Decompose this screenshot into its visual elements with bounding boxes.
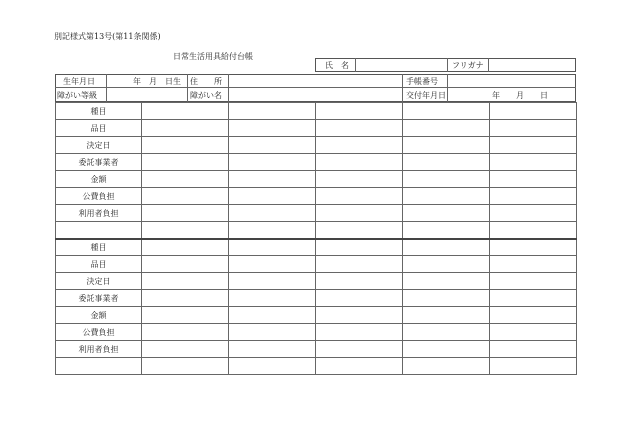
disability-grade-label: 障がい等級 xyxy=(57,91,97,100)
entry-cell[interactable] xyxy=(490,154,577,171)
entry-cell[interactable] xyxy=(142,358,229,375)
row-label: 品目 xyxy=(56,120,142,137)
disability-name-label: 障がい名 xyxy=(190,91,222,100)
form-number: 別記様式第13号(第11条関係) xyxy=(54,32,161,41)
entry-cell[interactable] xyxy=(142,120,229,137)
row-label: 委託事業者 xyxy=(56,154,142,171)
entry-cell[interactable] xyxy=(403,273,490,290)
entry-cell[interactable] xyxy=(142,290,229,307)
issue-date-label: 交付年月日 xyxy=(406,91,446,100)
entry-cell[interactable] xyxy=(403,120,490,137)
table-row xyxy=(56,256,577,273)
entry-cell[interactable] xyxy=(490,171,577,188)
entry-cell[interactable] xyxy=(403,239,490,256)
row-label: 種目 xyxy=(56,239,142,256)
table-row xyxy=(56,358,577,375)
table-row xyxy=(56,290,577,307)
entry-cell[interactable] xyxy=(142,324,229,341)
entry-cell[interactable] xyxy=(403,171,490,188)
entry-cell[interactable] xyxy=(229,154,316,171)
entry-cell[interactable] xyxy=(490,188,577,205)
entry-cell[interactable] xyxy=(316,273,403,290)
entry-cell[interactable] xyxy=(316,307,403,324)
entry-cell[interactable] xyxy=(229,239,316,256)
entry-cell[interactable] xyxy=(316,171,403,188)
entry-cell[interactable] xyxy=(229,290,316,307)
entry-cell[interactable] xyxy=(142,307,229,324)
entry-cell[interactable] xyxy=(142,188,229,205)
entry-cell[interactable] xyxy=(229,171,316,188)
entry-cell[interactable] xyxy=(229,103,316,120)
row-label: 委託事業者 xyxy=(56,290,142,307)
row-label xyxy=(56,358,142,375)
entry-cell[interactable] xyxy=(490,120,577,137)
entry-cell[interactable] xyxy=(229,273,316,290)
entry-cell[interactable] xyxy=(403,256,490,273)
row-label: 金額 xyxy=(56,171,142,188)
entry-cell[interactable] xyxy=(142,222,229,239)
entry-cell[interactable] xyxy=(142,103,229,120)
entry-cell[interactable] xyxy=(316,154,403,171)
entry-cell[interactable] xyxy=(229,256,316,273)
entry-cell[interactable] xyxy=(403,324,490,341)
row-label: 公費負担 xyxy=(56,188,142,205)
entry-cell[interactable] xyxy=(316,120,403,137)
name-label: 氏 名 xyxy=(325,61,349,70)
entry-cell[interactable] xyxy=(316,341,403,358)
row-label: 品目 xyxy=(56,256,142,273)
entry-cell[interactable] xyxy=(403,103,490,120)
entry-cell[interactable] xyxy=(142,205,229,222)
address-label: 住 所 xyxy=(190,77,222,86)
entry-cell[interactable] xyxy=(229,137,316,154)
entry-cell[interactable] xyxy=(229,358,316,375)
entry-cell[interactable] xyxy=(403,205,490,222)
record-table xyxy=(55,102,577,375)
entry-cell[interactable] xyxy=(316,188,403,205)
entry-cell[interactable] xyxy=(490,256,577,273)
row-label: 種目 xyxy=(56,103,142,120)
entry-cell[interactable] xyxy=(229,222,316,239)
birth-value[interactable]: 年 月 日生 xyxy=(133,77,181,86)
birth-label: 生年月日 xyxy=(63,77,95,86)
entry-cell[interactable] xyxy=(229,205,316,222)
entry-cell[interactable] xyxy=(142,239,229,256)
table-row xyxy=(56,341,577,358)
row-label: 金額 xyxy=(56,307,142,324)
row-label xyxy=(56,222,142,239)
entry-cell[interactable] xyxy=(490,222,577,239)
entry-cell[interactable] xyxy=(490,290,577,307)
table-row xyxy=(56,120,577,137)
entry-cell[interactable] xyxy=(403,154,490,171)
row-label: 公費負担 xyxy=(56,324,142,341)
notebook-label: 手帳番号 xyxy=(406,77,438,86)
entry-cell[interactable] xyxy=(142,171,229,188)
table-row xyxy=(56,103,577,120)
entry-cell[interactable] xyxy=(490,324,577,341)
entry-cell[interactable] xyxy=(403,358,490,375)
entry-cell[interactable] xyxy=(316,137,403,154)
row-label: 利用者負担 xyxy=(56,205,142,222)
entry-cell[interactable] xyxy=(142,273,229,290)
entry-cell[interactable] xyxy=(142,256,229,273)
entry-cell[interactable] xyxy=(403,188,490,205)
table-row xyxy=(56,205,577,222)
entry-cell[interactable] xyxy=(490,103,577,120)
table-row xyxy=(56,307,577,324)
entry-cell[interactable] xyxy=(316,222,403,239)
entry-cell[interactable] xyxy=(142,154,229,171)
entry-cell[interactable] xyxy=(490,205,577,222)
table-row xyxy=(56,154,577,171)
entry-cell[interactable] xyxy=(490,341,577,358)
entry-cell[interactable] xyxy=(316,290,403,307)
entry-cell[interactable] xyxy=(403,137,490,154)
table-row xyxy=(56,171,577,188)
entry-cell[interactable] xyxy=(229,188,316,205)
entry-cell[interactable] xyxy=(316,103,403,120)
table-row xyxy=(56,324,577,341)
table-row xyxy=(56,222,577,239)
table-row xyxy=(56,188,577,205)
row-label: 決定日 xyxy=(56,273,142,290)
entry-cell[interactable] xyxy=(403,290,490,307)
entry-cell[interactable] xyxy=(490,273,577,290)
entry-cell[interactable] xyxy=(403,222,490,239)
furigana-label: フリガナ xyxy=(452,61,484,70)
entry-cell[interactable] xyxy=(490,137,577,154)
table-row xyxy=(56,137,577,154)
entry-cell[interactable] xyxy=(229,120,316,137)
entry-cell[interactable] xyxy=(316,239,403,256)
entry-cell[interactable] xyxy=(490,358,577,375)
entry-cell[interactable] xyxy=(229,341,316,358)
entry-cell[interactable] xyxy=(403,341,490,358)
entry-cell[interactable] xyxy=(316,324,403,341)
page-title: 日常生活用具給付台帳 xyxy=(173,52,253,61)
entry-cell[interactable] xyxy=(316,256,403,273)
name-field[interactable] xyxy=(356,59,446,71)
entry-cell[interactable] xyxy=(490,239,577,256)
entry-cell[interactable] xyxy=(316,358,403,375)
row-label: 決定日 xyxy=(56,137,142,154)
table-row xyxy=(56,273,577,290)
issue-date-value[interactable]: 年 月 日 xyxy=(492,91,548,100)
entry-cell[interactable] xyxy=(490,307,577,324)
entry-cell[interactable] xyxy=(229,307,316,324)
entry-cell[interactable] xyxy=(403,307,490,324)
entry-cell[interactable] xyxy=(142,341,229,358)
row-label: 利用者負担 xyxy=(56,341,142,358)
furigana-field[interactable] xyxy=(489,59,575,71)
entry-cell[interactable] xyxy=(316,205,403,222)
table-row xyxy=(56,239,577,256)
entry-cell[interactable] xyxy=(229,324,316,341)
entry-cell[interactable] xyxy=(142,137,229,154)
